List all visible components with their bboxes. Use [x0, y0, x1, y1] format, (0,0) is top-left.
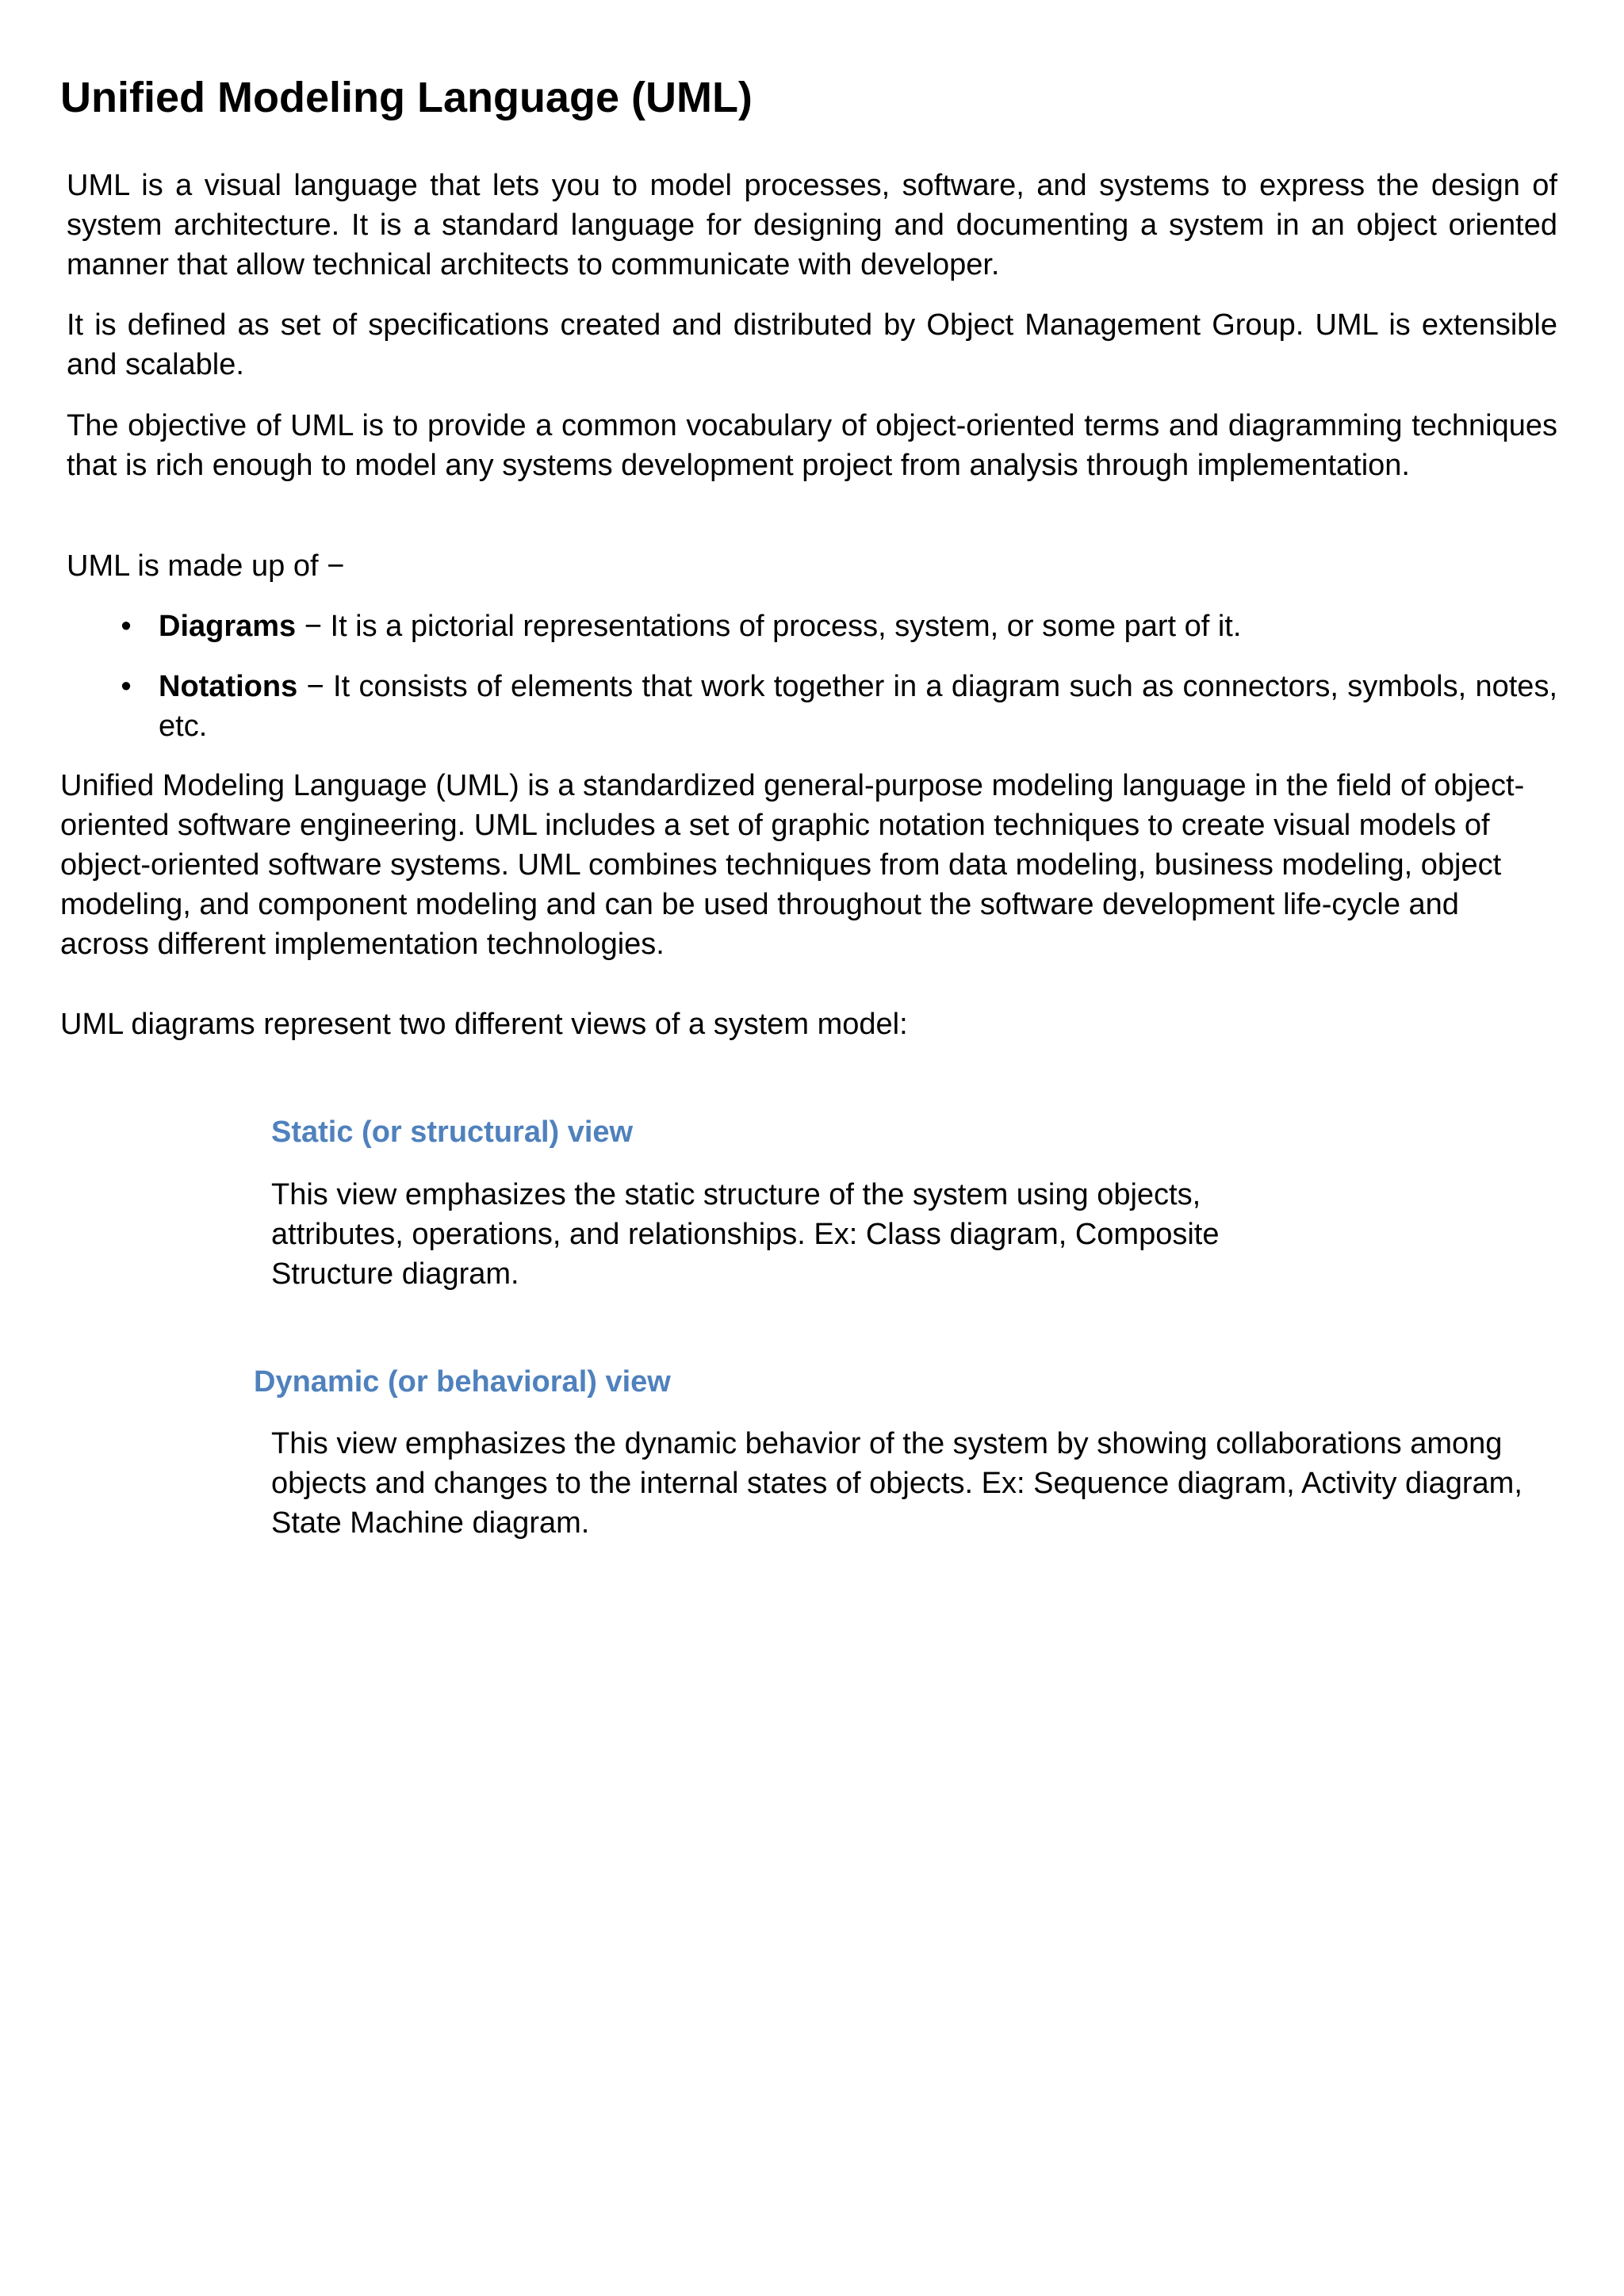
intro-paragraph-3: The objective of UML is to provide a common vocabulary of object-oriented terms and diagramming techniques that is rich enough to model any systems development project from analysis through implementation. [67, 409, 1557, 482]
components-list [114, 607, 1557, 767]
page-title: Unified Modeling Language (UML) [60, 74, 753, 121]
overview-paragraph: Unified Modeling Language (UML) is a standardized general-purpose modeling language in the field of object-oriented software engineering. UML includes a set of graphic notation techniques to create visual models of object-oriented software systems. UML combines techniques from data modeling, business modeling, object modeling, and component modeling and can be used throughout the software development life-cycle and across different implementation technologies. [60, 769, 1525, 961]
dynamic-view-description: This view emphasizes the dynamic behavior of the system by showing collaborations among objects and changes to the internal states of objects. Ex: Sequence diagram, Activity diagram, State Machine diagram. [271, 1427, 1522, 1540]
list-item-diagrams [114, 607, 1557, 646]
bullet-term: Notations [159, 670, 298, 703]
bullet-text: − It is a pictorial representations of process, system, or some part of it. [296, 610, 1242, 643]
bullet-icon: • [121, 610, 132, 643]
intro-paragraph-4: UML is made up of − [67, 549, 345, 583]
bullet-text: − It consists of elements that work together in a diagram such as connectors, symbols, notes, etc. [159, 670, 1557, 743]
dynamic-view-heading: Dynamic (or behavioral) view [254, 1365, 671, 1399]
static-view-heading: Static (or structural) view [271, 1115, 634, 1149]
views-intro: UML diagrams represent two different views of a system model: [60, 1008, 908, 1041]
bullet-icon: • [121, 670, 132, 703]
intro-paragraph-1: UML is a visual language that lets you to model processes, software, and systems to express the design of system architecture. It is a standard language for designing and documenting a system in an object oriented manner that allow technical architects to communicate with developer. [67, 169, 1557, 281]
static-view-description: This view emphasizes the static structure of the system using objects, attributes, operations, and relationships. Ex: Class diagram, Composite Structure diagram. [271, 1178, 1220, 1291]
intro-paragraph-2: It is defined as set of specifications created and distributed by Object Management Group. UML is extensible and scalable. [67, 308, 1557, 381]
list-item-notations [114, 667, 1557, 746]
bullet-term: Diagrams [159, 610, 297, 643]
